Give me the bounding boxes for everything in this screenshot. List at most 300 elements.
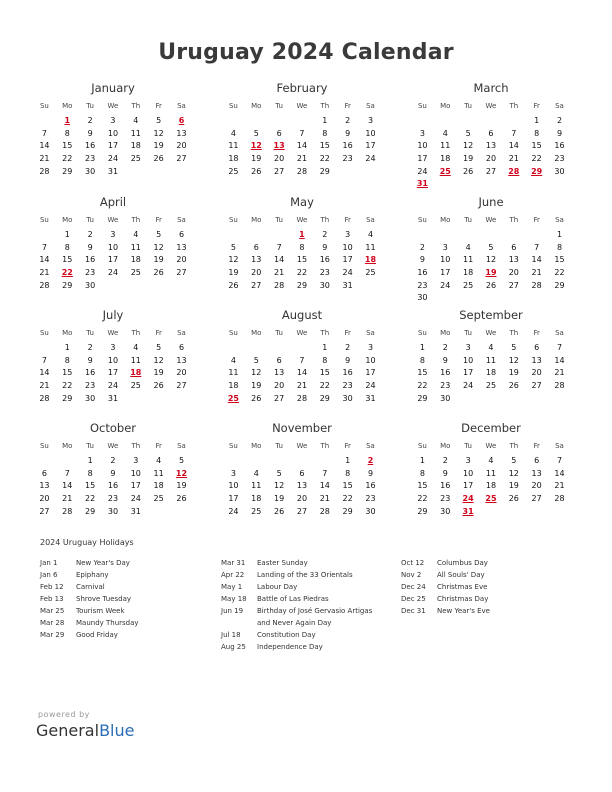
day-cell: 18 bbox=[463, 268, 474, 278]
weekday-label: Tu bbox=[464, 329, 472, 337]
day-cell: 3 bbox=[110, 230, 116, 239]
holiday-item bbox=[40, 629, 206, 641]
day-cell: 26 bbox=[274, 506, 285, 516]
day-cell: 10 bbox=[440, 255, 451, 265]
day-cell: 12 bbox=[485, 255, 497, 265]
day-cell: 28 bbox=[274, 280, 285, 290]
week-row bbox=[411, 468, 571, 481]
week-row bbox=[33, 455, 193, 468]
day-cell: 16 bbox=[417, 268, 428, 278]
month-february bbox=[222, 80, 382, 178]
holiday-date: Dec 25 bbox=[401, 595, 426, 603]
weekday-label: Su bbox=[39, 102, 49, 110]
day-cell: 2 bbox=[87, 343, 93, 352]
day-cell: 4 bbox=[230, 128, 236, 138]
day-cell: 30 bbox=[85, 393, 96, 403]
day-cell: 14 bbox=[39, 255, 50, 265]
day-cell: 2 bbox=[419, 242, 425, 252]
holiday-name: Labour Day bbox=[257, 583, 298, 591]
day-cell: 29 bbox=[62, 166, 73, 176]
day-cell: 7 bbox=[299, 355, 305, 365]
weekday-label: Sa bbox=[555, 442, 564, 450]
day-cell: 30 bbox=[417, 293, 428, 303]
day-cell: 5 bbox=[488, 242, 494, 252]
week-row bbox=[411, 455, 571, 468]
empty-cell bbox=[525, 229, 548, 242]
day-cell: 19 bbox=[508, 368, 519, 378]
day-cell: 16 bbox=[85, 141, 96, 151]
weekday-label: Th bbox=[509, 329, 519, 337]
day-cell: 6 bbox=[41, 468, 47, 478]
holiday-day: 22 bbox=[61, 268, 73, 278]
weekday-label: Sa bbox=[366, 442, 375, 450]
holiday-name: Battle of Las Piedras bbox=[257, 595, 329, 603]
day-cell: 19 bbox=[251, 381, 262, 391]
day-cell: 1 bbox=[322, 116, 328, 125]
day-cell: 2 bbox=[322, 230, 328, 239]
day-cell: 29 bbox=[62, 280, 73, 290]
day-cell: 13 bbox=[296, 481, 308, 491]
day-cell: 26 bbox=[508, 494, 519, 504]
holiday-day: 12 bbox=[175, 468, 188, 478]
holiday-date: Jul 18 bbox=[221, 631, 241, 639]
week-row bbox=[222, 342, 382, 355]
day-cell: 13 bbox=[531, 468, 542, 478]
day-cell: 27 bbox=[508, 280, 519, 290]
weekday-label: Th bbox=[320, 329, 330, 337]
weekday-label: Th bbox=[131, 102, 141, 110]
day-cell: 9 bbox=[87, 355, 93, 365]
week-row bbox=[222, 242, 382, 255]
day-cell: 13 bbox=[176, 355, 187, 365]
day-cell: 24 bbox=[130, 494, 141, 504]
week-row bbox=[411, 115, 571, 128]
day-cell: 29 bbox=[554, 280, 565, 290]
day-cell: 10 bbox=[228, 481, 239, 491]
day-cell: 13 bbox=[176, 128, 187, 138]
day-cell: 6 bbox=[276, 355, 282, 365]
holiday-date: Apr 22 bbox=[221, 571, 245, 579]
month-name: October bbox=[89, 421, 137, 435]
holiday-name: Easter Sunday bbox=[257, 559, 308, 567]
day-cell: 24 bbox=[365, 381, 376, 391]
day-cell: 8 bbox=[322, 128, 328, 138]
day-cell: 22 bbox=[62, 154, 73, 164]
day-cell: 20 bbox=[274, 381, 285, 391]
day-cell: 27 bbox=[274, 393, 285, 403]
holiday-date: Jan 1 bbox=[40, 559, 58, 567]
day-cell: 20 bbox=[296, 494, 308, 504]
day-cell: 20 bbox=[531, 481, 542, 491]
holiday-item bbox=[40, 605, 206, 617]
day-cell: 23 bbox=[85, 154, 96, 164]
day-cell: 17 bbox=[463, 481, 474, 491]
day-cell: 31 bbox=[107, 166, 119, 176]
weekday-header bbox=[33, 213, 193, 227]
holiday-item bbox=[40, 557, 206, 569]
holiday-day: 31 bbox=[416, 179, 428, 189]
holiday-item bbox=[401, 557, 567, 569]
day-cell: 3 bbox=[367, 116, 374, 125]
empty-cell bbox=[457, 229, 480, 242]
week-row bbox=[411, 380, 571, 393]
week-row bbox=[33, 229, 193, 242]
weekday-label: Sa bbox=[177, 329, 186, 337]
holiday-item bbox=[40, 569, 206, 581]
weekday-label: We bbox=[485, 442, 497, 450]
day-cell: 24 bbox=[342, 268, 353, 278]
day-cell: 4 bbox=[488, 343, 494, 352]
day-cell: 21 bbox=[319, 494, 330, 504]
week-row bbox=[33, 280, 193, 293]
day-cell: 14 bbox=[274, 255, 285, 265]
day-cell: 7 bbox=[64, 468, 70, 478]
holiday-item bbox=[221, 605, 387, 629]
day-cell: 28 bbox=[39, 280, 50, 290]
empty-cell bbox=[56, 455, 79, 468]
day-cell: 7 bbox=[322, 468, 328, 478]
day-cell: 6 bbox=[299, 468, 305, 478]
day-cell: 8 bbox=[345, 468, 351, 478]
day-cell: 19 bbox=[251, 154, 262, 164]
day-cell: 13 bbox=[251, 255, 262, 265]
day-cell: 12 bbox=[153, 355, 164, 365]
weekday-header bbox=[411, 99, 571, 113]
day-cell: 15 bbox=[417, 481, 428, 491]
day-cell: 16 bbox=[554, 141, 565, 151]
month-may bbox=[222, 194, 382, 292]
weekday-label: Mo bbox=[62, 329, 73, 337]
day-cell: 21 bbox=[274, 268, 285, 278]
holiday-name: Christmas Day bbox=[437, 595, 489, 603]
weekday-label: Tu bbox=[464, 216, 472, 224]
day-cell: 26 bbox=[228, 280, 239, 290]
day-cell: 12 bbox=[153, 242, 164, 252]
day-cell: 15 bbox=[531, 141, 542, 151]
holidays-heading: 2024 Uruguay Holidays bbox=[40, 538, 134, 547]
day-cell: 11 bbox=[228, 141, 239, 151]
day-cell: 1 bbox=[556, 230, 563, 239]
day-cell: 29 bbox=[417, 506, 428, 516]
day-cell: 4 bbox=[367, 230, 374, 239]
weekday-label: Th bbox=[509, 442, 519, 450]
day-cell: 20 bbox=[176, 368, 187, 378]
day-cell: 22 bbox=[531, 154, 542, 164]
holiday-column bbox=[40, 557, 206, 641]
day-cell: 23 bbox=[554, 154, 565, 164]
weekday-label: We bbox=[107, 216, 119, 224]
day-cell: 23 bbox=[440, 381, 451, 391]
weekday-label: Su bbox=[39, 216, 49, 224]
day-cell: 28 bbox=[296, 166, 308, 176]
day-cell: 14 bbox=[554, 468, 565, 478]
day-cell: 6 bbox=[534, 456, 540, 465]
day-cell: 17 bbox=[440, 268, 451, 278]
day-cell: 30 bbox=[554, 166, 565, 176]
weekday-label: Sa bbox=[366, 102, 375, 110]
day-cell: 4 bbox=[488, 456, 494, 465]
day-cell: 10 bbox=[417, 141, 428, 151]
month-name: February bbox=[276, 81, 328, 95]
day-cell: 17 bbox=[107, 141, 119, 151]
day-cell: 6 bbox=[511, 242, 517, 252]
day-cell: 15 bbox=[62, 141, 73, 151]
weekday-label: We bbox=[296, 216, 308, 224]
weekday-label: Su bbox=[417, 216, 427, 224]
day-cell: 23 bbox=[440, 494, 451, 504]
empty-cell bbox=[33, 455, 56, 468]
holiday-name: Good Friday bbox=[76, 631, 118, 639]
month-january bbox=[33, 80, 193, 178]
month-name: September bbox=[459, 308, 523, 322]
day-cell: 10 bbox=[107, 355, 119, 365]
weekday-label: Su bbox=[228, 102, 238, 110]
day-cell: 16 bbox=[440, 481, 451, 491]
weekday-label: Fr bbox=[155, 329, 162, 337]
week-row bbox=[411, 153, 571, 166]
day-cell: 14 bbox=[296, 141, 308, 151]
day-cell: 3 bbox=[230, 468, 236, 478]
week-row bbox=[33, 254, 193, 267]
day-cell: 2 bbox=[556, 116, 563, 125]
day-cell: 25 bbox=[228, 166, 239, 176]
week-row bbox=[222, 355, 382, 368]
day-cell: 19 bbox=[176, 481, 187, 491]
day-cell: 11 bbox=[365, 242, 376, 252]
empty-cell bbox=[268, 455, 291, 468]
day-cell: 6 bbox=[534, 343, 540, 352]
day-cell: 29 bbox=[62, 393, 73, 403]
weekday-label: We bbox=[296, 329, 308, 337]
month-name: April bbox=[99, 195, 127, 209]
weekday-label: Sa bbox=[177, 442, 186, 450]
day-cell: 14 bbox=[39, 141, 50, 151]
day-cell: 2 bbox=[87, 116, 93, 125]
weekday-label: Th bbox=[320, 102, 330, 110]
day-cell: 8 bbox=[534, 128, 540, 138]
day-cell: 30 bbox=[85, 166, 96, 176]
month-name: August bbox=[281, 308, 323, 322]
day-cell: 9 bbox=[367, 468, 374, 478]
day-cell: 25 bbox=[130, 268, 141, 278]
week-row bbox=[411, 128, 571, 141]
weekday-header bbox=[33, 439, 193, 453]
weekday-label: Sa bbox=[555, 102, 564, 110]
holiday-item bbox=[40, 593, 206, 605]
day-cell: 25 bbox=[365, 268, 376, 278]
weekday-label: Mo bbox=[251, 216, 262, 224]
day-cell: 14 bbox=[531, 255, 542, 265]
holiday-date: Mar 28 bbox=[40, 619, 65, 627]
week-row bbox=[411, 493, 571, 506]
weekday-label: Th bbox=[320, 442, 330, 450]
empty-cell bbox=[502, 115, 525, 128]
day-cell: 19 bbox=[153, 255, 164, 265]
day-cell: 19 bbox=[153, 368, 164, 378]
empty-cell bbox=[33, 115, 56, 128]
week-row bbox=[222, 229, 382, 242]
empty-cell bbox=[33, 342, 56, 355]
day-cell: 11 bbox=[485, 355, 497, 365]
month-october bbox=[33, 420, 193, 518]
day-cell: 25 bbox=[485, 381, 497, 391]
holiday-date: Mar 29 bbox=[40, 631, 65, 639]
day-cell: 27 bbox=[176, 154, 187, 164]
weekday-label: Tu bbox=[86, 442, 94, 450]
day-cell: 16 bbox=[85, 255, 96, 265]
day-cell: 18 bbox=[440, 154, 451, 164]
holiday-date: Dec 24 bbox=[401, 583, 426, 591]
day-cell: 8 bbox=[322, 355, 328, 365]
weekday-label: Mo bbox=[440, 442, 451, 450]
day-cell: 27 bbox=[251, 280, 262, 290]
day-cell: 26 bbox=[153, 154, 164, 164]
day-cell: 7 bbox=[556, 456, 563, 465]
empty-cell bbox=[457, 115, 480, 128]
day-cell: 9 bbox=[442, 355, 448, 365]
day-cell: 22 bbox=[62, 381, 73, 391]
day-cell: 28 bbox=[62, 506, 73, 516]
day-cell: 29 bbox=[85, 506, 96, 516]
day-cell: 21 bbox=[296, 154, 308, 164]
day-cell: 26 bbox=[251, 393, 262, 403]
day-cell: 12 bbox=[508, 468, 519, 478]
day-cell: 4 bbox=[133, 343, 139, 352]
day-cell: 3 bbox=[465, 456, 471, 465]
weekday-label: Sa bbox=[555, 329, 564, 337]
day-cell: 14 bbox=[508, 141, 519, 151]
day-cell: 30 bbox=[440, 393, 451, 403]
day-cell: 27 bbox=[274, 166, 285, 176]
empty-cell bbox=[502, 229, 525, 242]
day-cell: 14 bbox=[62, 481, 73, 491]
weekday-label: Fr bbox=[533, 102, 540, 110]
holiday-item bbox=[40, 617, 206, 629]
weekday-label: We bbox=[485, 102, 497, 110]
weekday-label: Fr bbox=[533, 216, 540, 224]
day-cell: 18 bbox=[130, 141, 141, 151]
week-row bbox=[411, 342, 571, 355]
day-cell: 13 bbox=[274, 368, 285, 378]
month-september bbox=[411, 307, 571, 405]
weekday-header bbox=[222, 439, 382, 453]
month-december bbox=[411, 420, 571, 518]
day-cell: 29 bbox=[319, 166, 330, 176]
day-cell: 19 bbox=[228, 268, 239, 278]
holiday-day: 25 bbox=[485, 494, 497, 504]
day-cell: 1 bbox=[534, 116, 540, 125]
holiday-date: Feb 13 bbox=[40, 595, 64, 603]
holiday-date: Jan 6 bbox=[40, 571, 58, 579]
day-cell: 11 bbox=[485, 468, 497, 478]
day-cell: 30 bbox=[365, 506, 376, 516]
day-cell: 10 bbox=[342, 242, 353, 252]
day-cell: 16 bbox=[440, 368, 451, 378]
day-cell: 27 bbox=[39, 506, 50, 516]
empty-cell bbox=[222, 455, 245, 468]
day-cell: 31 bbox=[130, 506, 141, 516]
week-row bbox=[33, 242, 193, 255]
day-cell: 15 bbox=[554, 255, 565, 265]
holiday-date: Feb 12 bbox=[40, 583, 64, 591]
day-cell: 18 bbox=[130, 255, 141, 265]
weekday-header bbox=[222, 213, 382, 227]
day-cell: 6 bbox=[488, 128, 494, 138]
day-cell: 21 bbox=[508, 154, 519, 164]
empty-cell bbox=[480, 115, 503, 128]
week-row bbox=[33, 468, 193, 481]
weekday-label: Su bbox=[39, 442, 49, 450]
week-row bbox=[411, 292, 571, 305]
day-cell: 14 bbox=[296, 368, 308, 378]
day-cell: 9 bbox=[110, 468, 116, 478]
weekday-label: Mo bbox=[440, 102, 451, 110]
day-cell: 13 bbox=[485, 141, 497, 151]
day-cell: 12 bbox=[463, 141, 474, 151]
day-cell: 11 bbox=[251, 481, 262, 491]
day-cell: 21 bbox=[554, 481, 565, 491]
month-august bbox=[222, 307, 382, 405]
day-cell: 27 bbox=[176, 381, 187, 391]
day-cell: 8 bbox=[64, 355, 70, 365]
week-row bbox=[411, 506, 571, 519]
day-cell: 17 bbox=[228, 494, 239, 504]
week-row bbox=[222, 140, 382, 153]
day-cell: 29 bbox=[296, 280, 308, 290]
day-cell: 21 bbox=[296, 381, 308, 391]
weekday-label: Tu bbox=[86, 216, 94, 224]
week-row bbox=[33, 480, 193, 493]
day-cell: 16 bbox=[319, 255, 330, 265]
holiday-date: Aug 25 bbox=[221, 643, 246, 651]
day-cell: 7 bbox=[276, 242, 282, 252]
holiday-day: 19 bbox=[485, 268, 497, 278]
day-cell: 3 bbox=[367, 343, 374, 352]
page-title: Uruguay 2024 Calendar bbox=[158, 40, 454, 65]
day-cell: 21 bbox=[39, 268, 50, 278]
holiday-column bbox=[221, 557, 387, 653]
day-cell: 30 bbox=[85, 280, 96, 290]
holiday-name: Constitution Day bbox=[257, 631, 316, 639]
day-cell: 21 bbox=[531, 268, 542, 278]
week-row bbox=[222, 166, 382, 179]
day-cell: 10 bbox=[365, 128, 376, 138]
holiday-date: May 1 bbox=[221, 583, 243, 591]
day-cell: 7 bbox=[556, 343, 563, 352]
weekday-label: Fr bbox=[344, 102, 351, 110]
month-name: June bbox=[478, 195, 504, 209]
day-cell: 23 bbox=[342, 381, 353, 391]
day-cell: 5 bbox=[253, 355, 259, 365]
day-cell: 17 bbox=[107, 368, 119, 378]
day-cell: 9 bbox=[345, 355, 351, 365]
day-cell: 20 bbox=[274, 154, 285, 164]
empty-cell bbox=[245, 455, 268, 468]
day-cell: 25 bbox=[130, 381, 141, 391]
weekday-label: Th bbox=[131, 442, 141, 450]
day-cell: 14 bbox=[554, 355, 565, 365]
week-row bbox=[33, 140, 193, 153]
day-cell: 30 bbox=[107, 506, 119, 516]
day-cell: 11 bbox=[463, 255, 474, 265]
month-name: March bbox=[473, 81, 509, 95]
empty-cell bbox=[33, 229, 56, 242]
holiday-day: 1 bbox=[64, 116, 71, 125]
day-cell: 17 bbox=[342, 255, 353, 265]
weekday-label: Su bbox=[417, 102, 427, 110]
empty-cell bbox=[222, 342, 245, 355]
day-cell: 8 bbox=[87, 468, 93, 478]
